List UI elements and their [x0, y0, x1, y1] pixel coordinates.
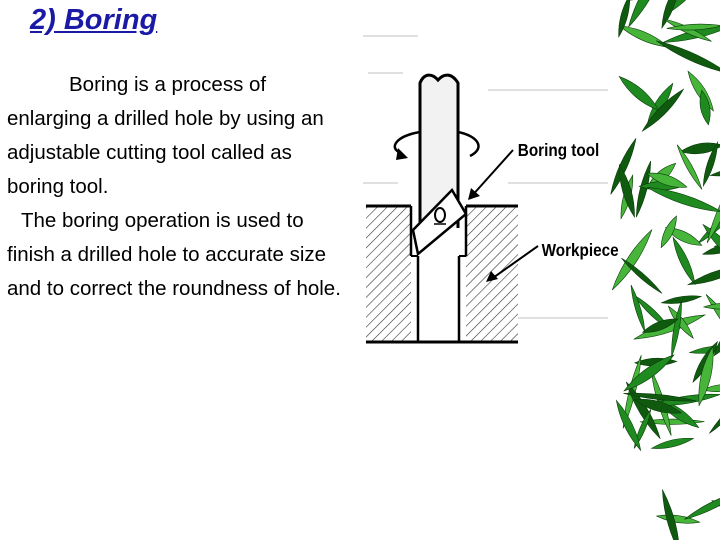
paragraph-boring-definition: Boring is a process of enlarging a drilled hole by using an adjustable cutting tool called as boring tool.	[7, 73, 324, 198]
bamboo-leaf	[655, 37, 720, 77]
bamboo-leaves-icon	[600, 0, 720, 540]
slide-title: 2) Boring	[30, 4, 158, 36]
bamboo-leaf	[620, 256, 664, 295]
bamboo-leaf	[651, 435, 694, 451]
paragraph-boring-purpose: The boring operation is used to finish a drilled hole to accurate size and to correct the roundness of hole.	[7, 209, 341, 300]
bamboo-leaf	[621, 351, 677, 395]
bamboo-leaf	[659, 488, 683, 540]
bamboo-leaf	[616, 73, 662, 114]
bamboo-leaf	[707, 393, 720, 435]
workpiece-label: Workpiece	[541, 239, 619, 261]
bamboo-leaf	[683, 489, 720, 523]
body-text	[7, 68, 352, 306]
boring-diagram	[358, 18, 623, 378]
boring-tool-label: Boring tool	[517, 139, 600, 161]
